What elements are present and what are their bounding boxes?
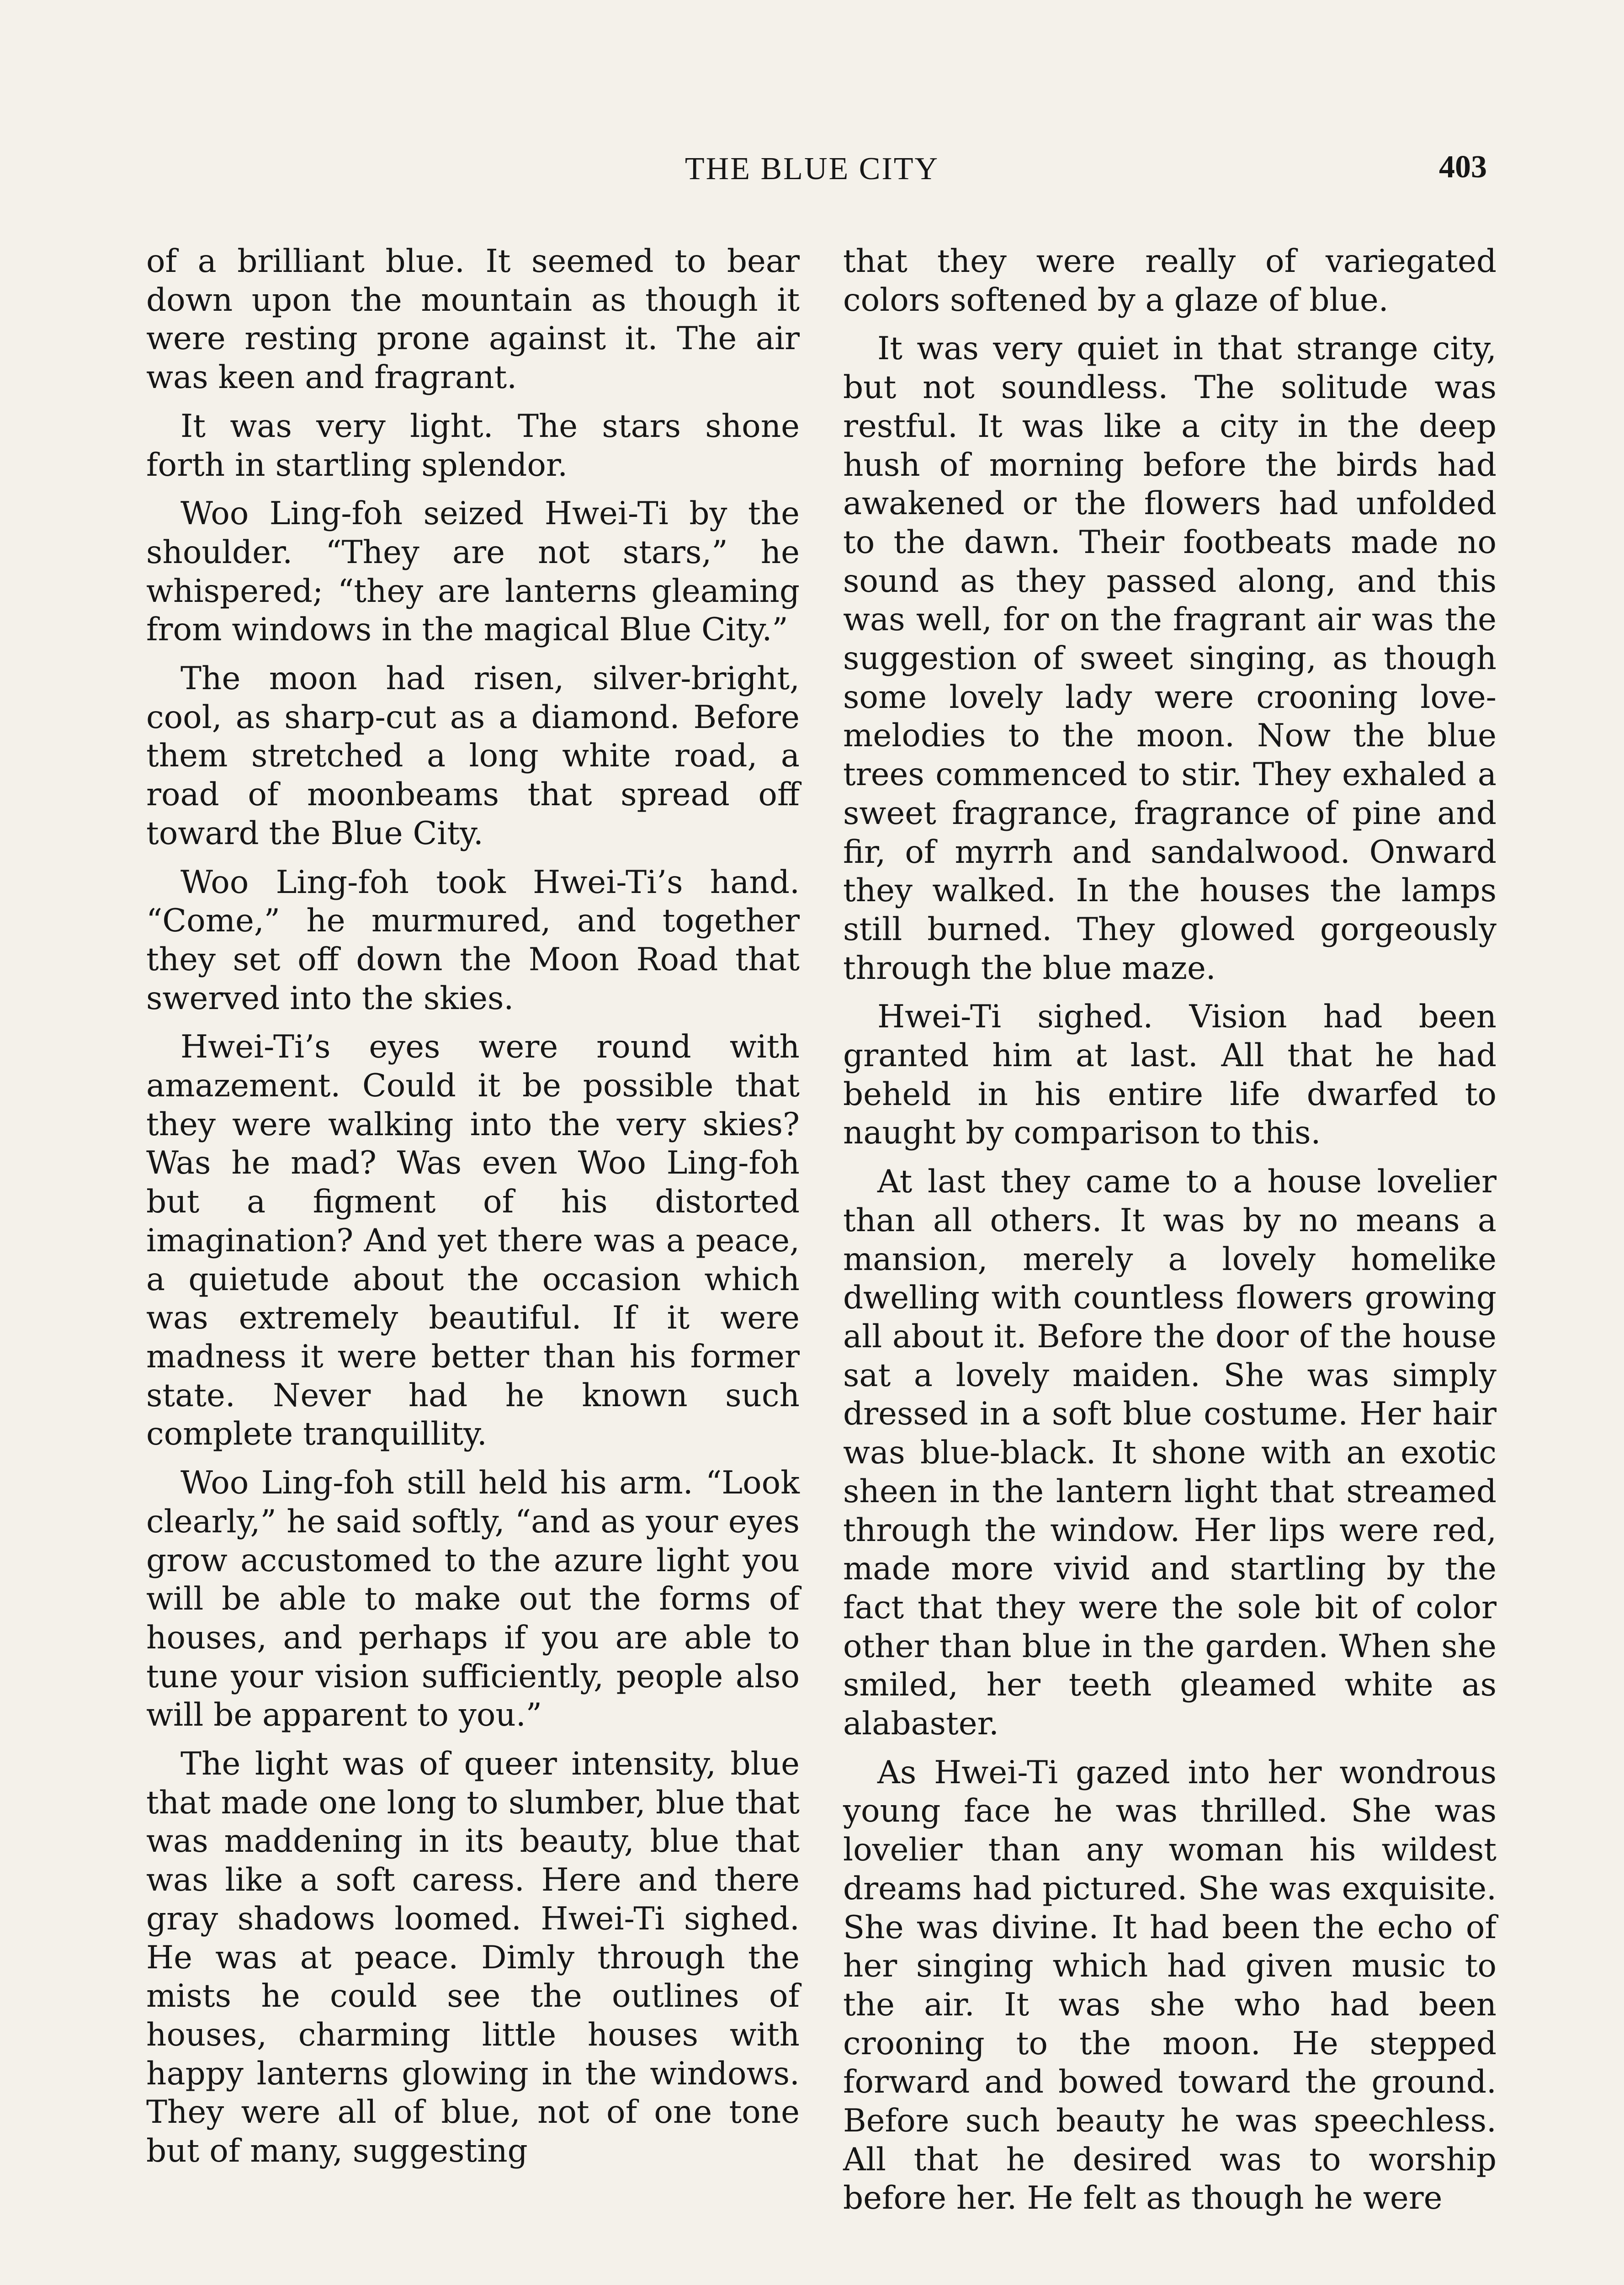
paragraph: It was very quiet in that strange city, but not soundless. The solitude was restful. It was like a city in the deep hush of morning before the birds had awakened or the flowers had unfolded to the dawn. Their footbeats made no sound as they passed along, and this was well, for on the fragrant air was the suggestion of sweet singing, as though some lovely lady were crooning love-melodies to the moon. Now the blue trees commenced to stir. They exhaled a sweet fragrance, fragrance of pine and fir, of myrrh and sandalwood. Onward they walked. In the houses the lamps still burned. They glowed gorgeously through the blue maze. [843, 330, 1497, 987]
paragraph: The light was of queer intensity, blue that made one long to slumber, blue that was maddening in its beauty, blue that was like a soft caress. Here and there gray shadows loomed. Hwei-Ti sighed. He was at peace. Dimly through the mists he could see the outlines of houses, charming little houses with happy lanterns glowing in the windows. They were all of blue, not of one tone but of many, suggesting [146, 1746, 800, 2170]
paragraph: that they were really of variegated colors softened by a glaze of blue. [843, 243, 1497, 319]
running-head [0, 151, 1624, 192]
paragraph: of a brilliant blue. It seemed to bear down upon the mountain as though it were resting prone against it. The air was keen and fragrant. [146, 243, 800, 396]
paragraph: Hwei-Ti’s eyes were round with amazement. Could it be possible that they were walking into the very skies? Was he mad? Was even Woo Ling-foh but a figment of his distorted imagination? And yet there was a peace, a quietude about the occasion which was extremely beautiful. If it were madness it were better than his former state. Never had he known such complete tranquillity. [146, 1029, 800, 1453]
right-column [843, 242, 1497, 2228]
paragraph: The moon had risen, silver-bright, cool, as sharp-cut as a diamond. Before them stretched a long white road, a road of moonbeams that spread off toward the Blue City. [146, 660, 800, 852]
paragraph: Woo Ling-foh still held his arm. “Look clearly,” he said softly, “and as your eyes grow accustomed to the azure light you will be able to make out the forms of houses, and perhaps if you are able to tune your vision sufficiently, people also will be apparent to you.” [146, 1465, 800, 1734]
paragraph: At last they came to a house lovelier than all others. It was by no means a mansion, merely a lovely homelike dwelling with countless flowers growing all about it. Before the door of the house sat a lovely maiden. She was simply dressed in a soft blue costume. Her hair was blue-black. It shone with an exotic sheen in the lantern light that streamed through the window. Her lips were red, made more vivid and startling by the fact that they were the sole bit of color other than blue in the garden. When she smiled, her teeth gleamed white as alabaster. [843, 1164, 1497, 1743]
paragraph: Hwei-Ti sighed. Vision had been granted him at last. All that he had beheld in his entire life dwarfed to naught by comparison to this. [843, 999, 1497, 1152]
paragraph: As Hwei-Ti gazed into her wondrous young face he was thrilled. She was lovelier than any woman his wildest dreams had pictured. She was exquisite. She was divine. It had been the echo of her singing which had given music to the air. It was she who had been crooning to the moon. He stepped forward and bowed toward the ground. Before such beauty he was speechless. All that he desired was to worship before her. He felt as though he were [843, 1754, 1497, 2217]
chapter-title: THE BLUE CITY [685, 151, 939, 186]
paragraph: Woo Ling-foh seized Hwei-Ti by the shoulder. “They are not stars,” he whispered; “they are lanterns gleaming from windows in the magical Blue City.” [146, 495, 800, 648]
left-column [146, 242, 800, 2181]
paragraph: It was very light. The stars shone forth in startling splendor. [146, 408, 800, 484]
paragraph: Woo Ling-foh took Hwei-Ti’s hand. “Come,” he murmured, and together they set off down the Moon Road that swerved into the skies. [146, 864, 800, 1017]
page-number: 403 [1439, 149, 1487, 185]
